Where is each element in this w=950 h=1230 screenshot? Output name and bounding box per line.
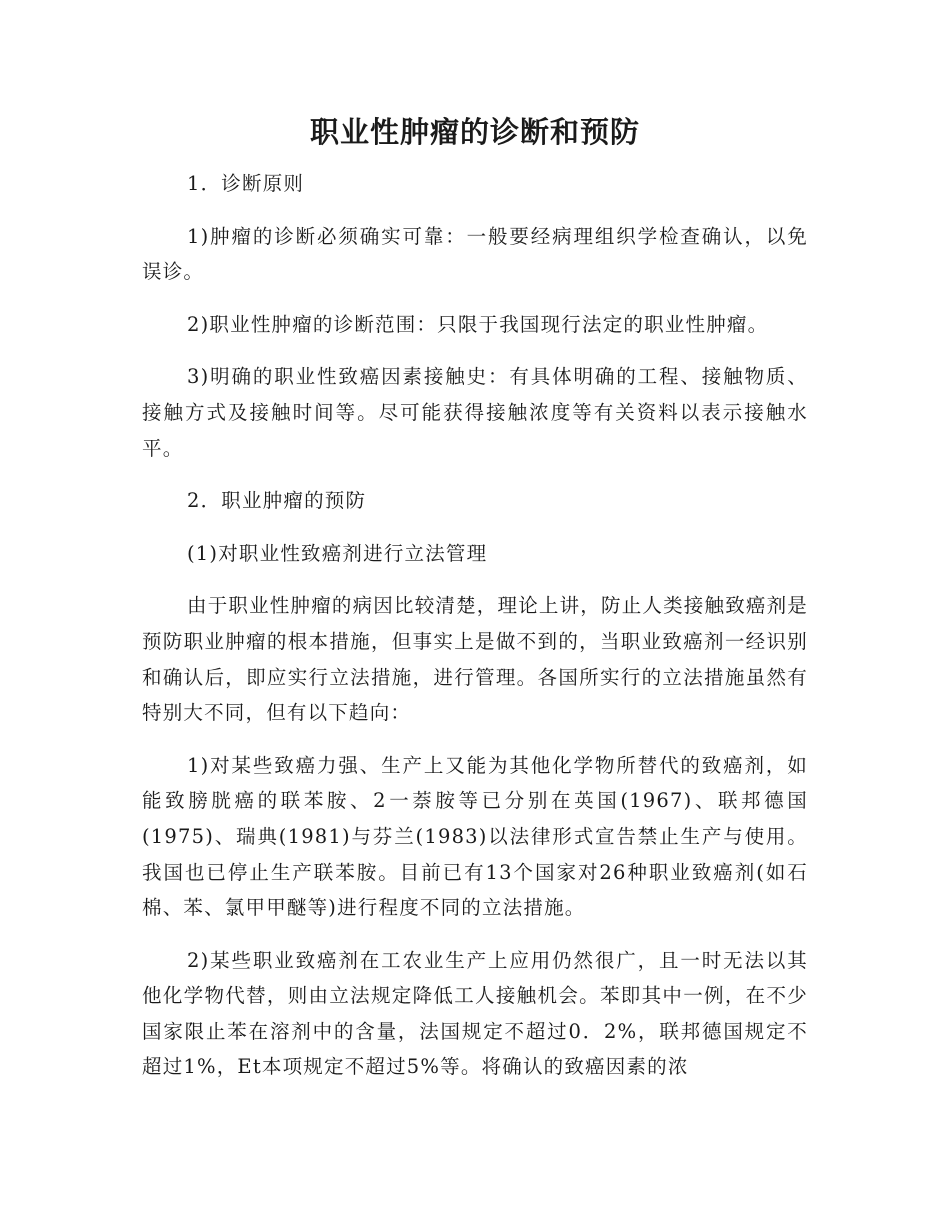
document-body bbox=[142, 166, 808, 1102]
paragraph: 由于职业性肿瘤的病因比较清楚，理论上讲，防止人类接触致癌剂是预防职业肿瘤的根本措施，但事实上是做不到的，当职业致癌剂一经识别和确认后，即应实行立法措施，进行管理。各国所实行的立法措施虽然有特别大不同，但有以下趋向： bbox=[142, 594, 809, 725]
paragraph: 2)某些职业致癌剂在工农业生产上应用仍然很广，且一时无法以其他化学物代替，则由立法规定降低工人接触机会。苯即其中一例，在不少国家限止苯在溶剂中的含量，法国规定不超过0．2%，联邦德国规定不超过1%，Et本项规定不超过5%等。将确认的致癌因素的浓 bbox=[142, 948, 808, 1079]
section-heading-diagnosis: 1．诊断原则 bbox=[187, 172, 305, 195]
section-heading-prevention: 2．职业肿瘤的预防 bbox=[187, 489, 367, 513]
paragraph: 1)对某些致癌力强、生产上又能为其他化学物所替代的致癌剂，如能致膀胱癌的联苯胺、2一萘胺等已分别在英国(1967)、联邦德国(1975)、瑞典(1981)与芬兰(1983)以法律形式宣告禁止生产与使用。我国也已停止生产联苯胺。目前已有13个国家对26种职业致癌剂(如石棉、苯、氯甲甲醚等)进行程度不同的立法措施。 bbox=[142, 753, 808, 920]
subsection-heading: (1)对职业性致癌剂进行立法管理 bbox=[187, 541, 488, 565]
paragraph: 3)明确的职业性致癌因素接触史：有具体明确的工程、接触物质、接触方式及接触时间等。尽可能获得接触浓度等有关资料以表示接触水平。 bbox=[142, 365, 808, 460]
paragraph: 1)肿瘤的诊断必须确实可靠：一般要经病理组织学检查确认，以免误诊。 bbox=[142, 224, 808, 284]
document-title: 职业性肿瘤的诊断和预防 bbox=[309, 115, 640, 149]
paragraph: 2)职业性肿瘤的诊断范围：只限于我国现行法定的职业性肿瘤。 bbox=[187, 312, 769, 336]
